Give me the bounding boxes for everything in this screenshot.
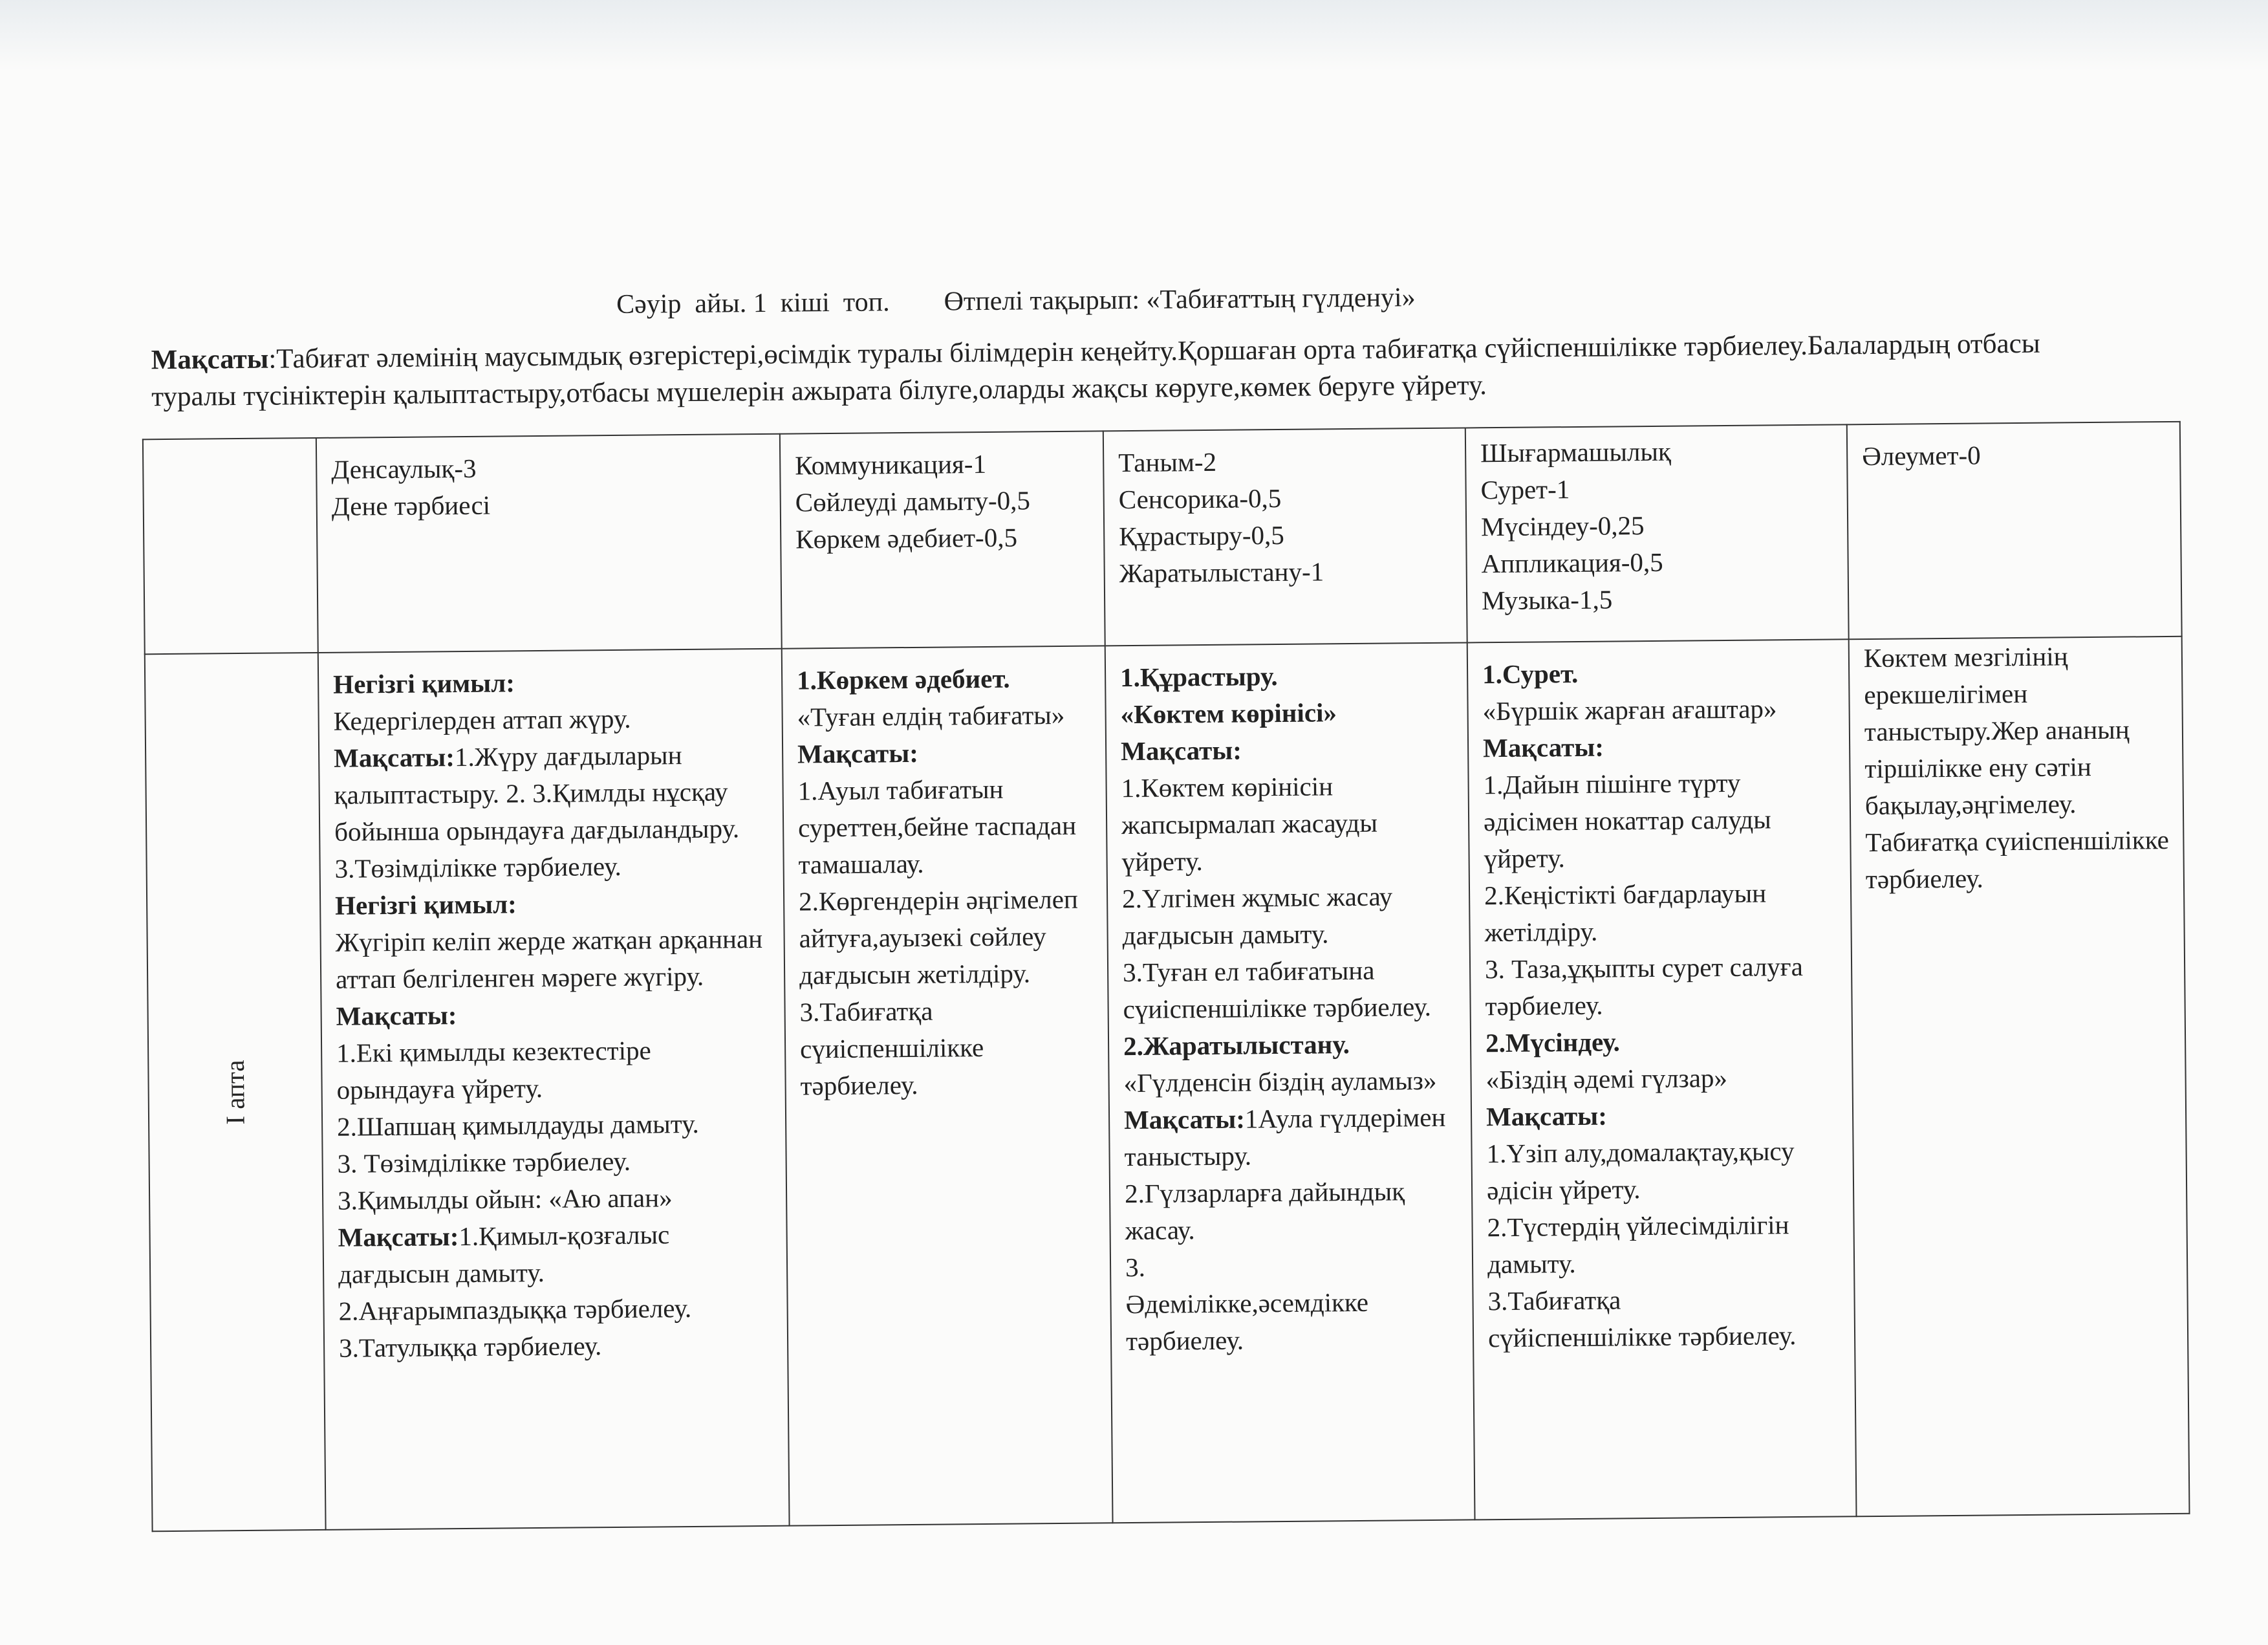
header-communication	[780, 431, 1105, 648]
cell-line: 2.Аңғарымпаздыққа тәрбиелеу.	[338, 1292, 692, 1326]
goal-label: Мақсаты:	[1482, 732, 1604, 763]
week-label-cell	[145, 653, 326, 1531]
cell-communication	[782, 646, 1113, 1525]
header-social	[1847, 422, 2182, 639]
cell-line: 2.Үлгімен жұмыс жасау дағдысын дамыту.	[1121, 881, 1393, 951]
header-empty-cell	[143, 438, 318, 654]
cell-creativity	[1467, 639, 1857, 1520]
cell-line: 2.Көргендерін әңгімелеп айтуға,ауызекі сөйлеу дағдысын жетілдіру.	[798, 884, 1079, 990]
cell-heading: Негізгі қимыл:	[334, 889, 517, 921]
cell-line: 3.Төзімділікке тәрбиелеу.	[334, 851, 621, 884]
cell-line: 1.Дайын пішінге түрту әдісімен нокаттар салуды үйрету.	[1483, 767, 1771, 874]
cell-line: «Гүлденсін біздің ауламыз»	[1123, 1065, 1437, 1098]
cell-line: 3.Табиғатқа сүиіспеншілікке тәрбиелеу.	[799, 996, 984, 1101]
cell-cognition	[1105, 642, 1475, 1523]
table-header-row	[143, 422, 2182, 654]
goal-label: Мақсаты:	[797, 737, 919, 769]
cell-line: Әдемілікке,әсемдікке тәрбиелеу.	[1125, 1287, 1369, 1356]
cell-line: 1.Екі қимылды кезектестіре орындауға үйрету.	[336, 1035, 651, 1105]
goal-label: Мақсаты:	[338, 1221, 459, 1252]
page-title: Сәуір айы. 1 кіші топ. Өтпелі тақырып: «Табиғаттың гүлденуі»	[616, 283, 1416, 320]
cell-line: Жүгіріп келіп жерде жатқан арқаннан аттап белгіленген мәреге жүгіру.	[335, 923, 763, 994]
cell-line: 1.Ауыл табиғатын суреттен,бейне таспадан тамашалау.	[797, 774, 1077, 880]
header-line: Денсаулық-3	[331, 453, 477, 485]
goal-label: Мақсаты:	[1123, 1104, 1246, 1135]
cell-line: 3.	[1125, 1252, 1146, 1283]
cell-line: 2.Түстердің үйлесімділігін дамыту.	[1487, 1210, 1789, 1280]
cell-line: 1.Көктем көрінісін жапсырмалап жасауды үйрету.	[1121, 771, 1378, 877]
cell-line: 3. Таза,ұқыпты сурет салуға тәрбиелеу.	[1484, 951, 1804, 1021]
cell-line: «Біздің әдемі гүлзар»	[1485, 1062, 1728, 1095]
header-creativity	[1465, 424, 1849, 642]
cell-line: сүйіспеншілікке тәрбиелеу.	[1487, 1320, 1797, 1353]
cell-topic: «Көктем көрінісі»	[1120, 697, 1337, 730]
header-cognition	[1103, 428, 1467, 646]
cell-line: Көктем мезгілінің ерекшелігімен таныстыру.Жер ананың тіршілікке ену сәтін бақылау,әңгімелеу. Табиғатқа сүиіспеншілікке тәрбиелеу.	[1863, 641, 2169, 895]
cell-line: 3.Табиғатқа	[1487, 1285, 1621, 1316]
cell-line: 1.Үзіп алу,домалақтау,қысу әдісін үйрету.	[1486, 1136, 1795, 1206]
cell-line: 2.Шапшаң қимылдауды дамыту.	[336, 1108, 699, 1142]
cell-line: 1.Қимыл-қозғалыс дағдысын дамыту.	[338, 1219, 670, 1289]
header-line: Сөйлеуді дамыту-0,5	[795, 485, 1031, 517]
cell-heading: 1.Құрастыру.	[1119, 661, 1278, 693]
cell-heading: 1.Сурет.	[1482, 658, 1579, 690]
cell-line: 3. Төзімділікке тәрбиелеу.	[337, 1146, 631, 1179]
goal-label: Мақсаты	[151, 343, 269, 376]
header-line: Музыка-1,5	[1481, 584, 1613, 616]
cell-line: «Туған елдің табиғаты»	[797, 699, 1065, 732]
header-line: Жаратылыстану-1	[1119, 556, 1324, 589]
cell-line: 2.Кеңістікті бағдарлауын жетілдіру.	[1484, 878, 1767, 948]
header-line: Әлеумет-0	[1862, 440, 1981, 472]
week-label: I апта	[219, 1059, 250, 1125]
week-row	[145, 637, 2190, 1531]
cell-line: Кедергілерден аттап жүру.	[333, 703, 631, 736]
cell-social	[1849, 637, 2190, 1516]
goal-label: Мақсаты:	[336, 1000, 457, 1031]
cell-line: 3.Туған ел табиғатына сүиіспеншілікке тәрбиелеу.	[1122, 955, 1432, 1025]
cell-heading: 2.Жаратылыстану.	[1123, 1029, 1350, 1062]
header-line: Дене тәрбиесі	[331, 490, 491, 521]
header-line: Таным-2	[1118, 446, 1217, 478]
cell-heading: Негізгі қимыл:	[332, 668, 515, 699]
cell-line: 3.Қимылды ойын: «Аю апан»	[337, 1182, 673, 1215]
cell-heading: 2.Мүсіндеу.	[1485, 1027, 1621, 1058]
goal-text: :Табиғат әлемінің маусымдық өзгерістері,өсімдік туралы білімдерін кеңейту.Қоршаған орта табиғатқа сүйіспеншілікке тәрбиелеу.Балалардың отбасы туралы түсініктерін қалыптастыру,отбасы мүшелерін ажырата білуге,оларды жақсы көруге,көмек беруге үйрету.	[151, 328, 2040, 413]
goal-label: Мақсаты:	[1120, 735, 1242, 767]
header-line: Коммуникация-1	[795, 448, 987, 481]
header-line: Шығармашылық	[1480, 436, 1672, 468]
header-line: Құрастыру-0,5	[1119, 519, 1285, 552]
header-line: Мүсіндеу-0,25	[1480, 510, 1645, 542]
goal-label: Мақсаты:	[333, 742, 455, 773]
cell-topic: «Бүршік жарған ағаштар»	[1482, 693, 1777, 726]
cell-heading: 1.Көркем әдебиет.	[796, 663, 1010, 695]
header-line: Аппликация-0,5	[1481, 547, 1663, 579]
cell-line: 1.Жүру дағдыларын қалыптастыру. 2. 3.Қимлды нұсқау бойынша орындауға дағдыландыру.	[334, 740, 740, 847]
goal-label: Мақсаты:	[1485, 1100, 1608, 1132]
header-line: Көркем әдебиет-0,5	[795, 522, 1018, 554]
cell-line: 1Аула гүлдерімен таныстыру.	[1124, 1102, 1446, 1172]
header-line: Сурет-1	[1480, 474, 1570, 505]
header-health	[316, 434, 782, 653]
cell-line: 3.Татулыққа тәрбиелеу.	[338, 1331, 602, 1363]
cell-line: 2.Гүлзарларға дайындық жасау.	[1124, 1176, 1405, 1246]
header-line: Сенсорика-0,5	[1118, 483, 1282, 515]
plan-table	[142, 421, 2190, 1532]
goal-paragraph	[151, 325, 2105, 415]
cell-health	[318, 649, 790, 1530]
